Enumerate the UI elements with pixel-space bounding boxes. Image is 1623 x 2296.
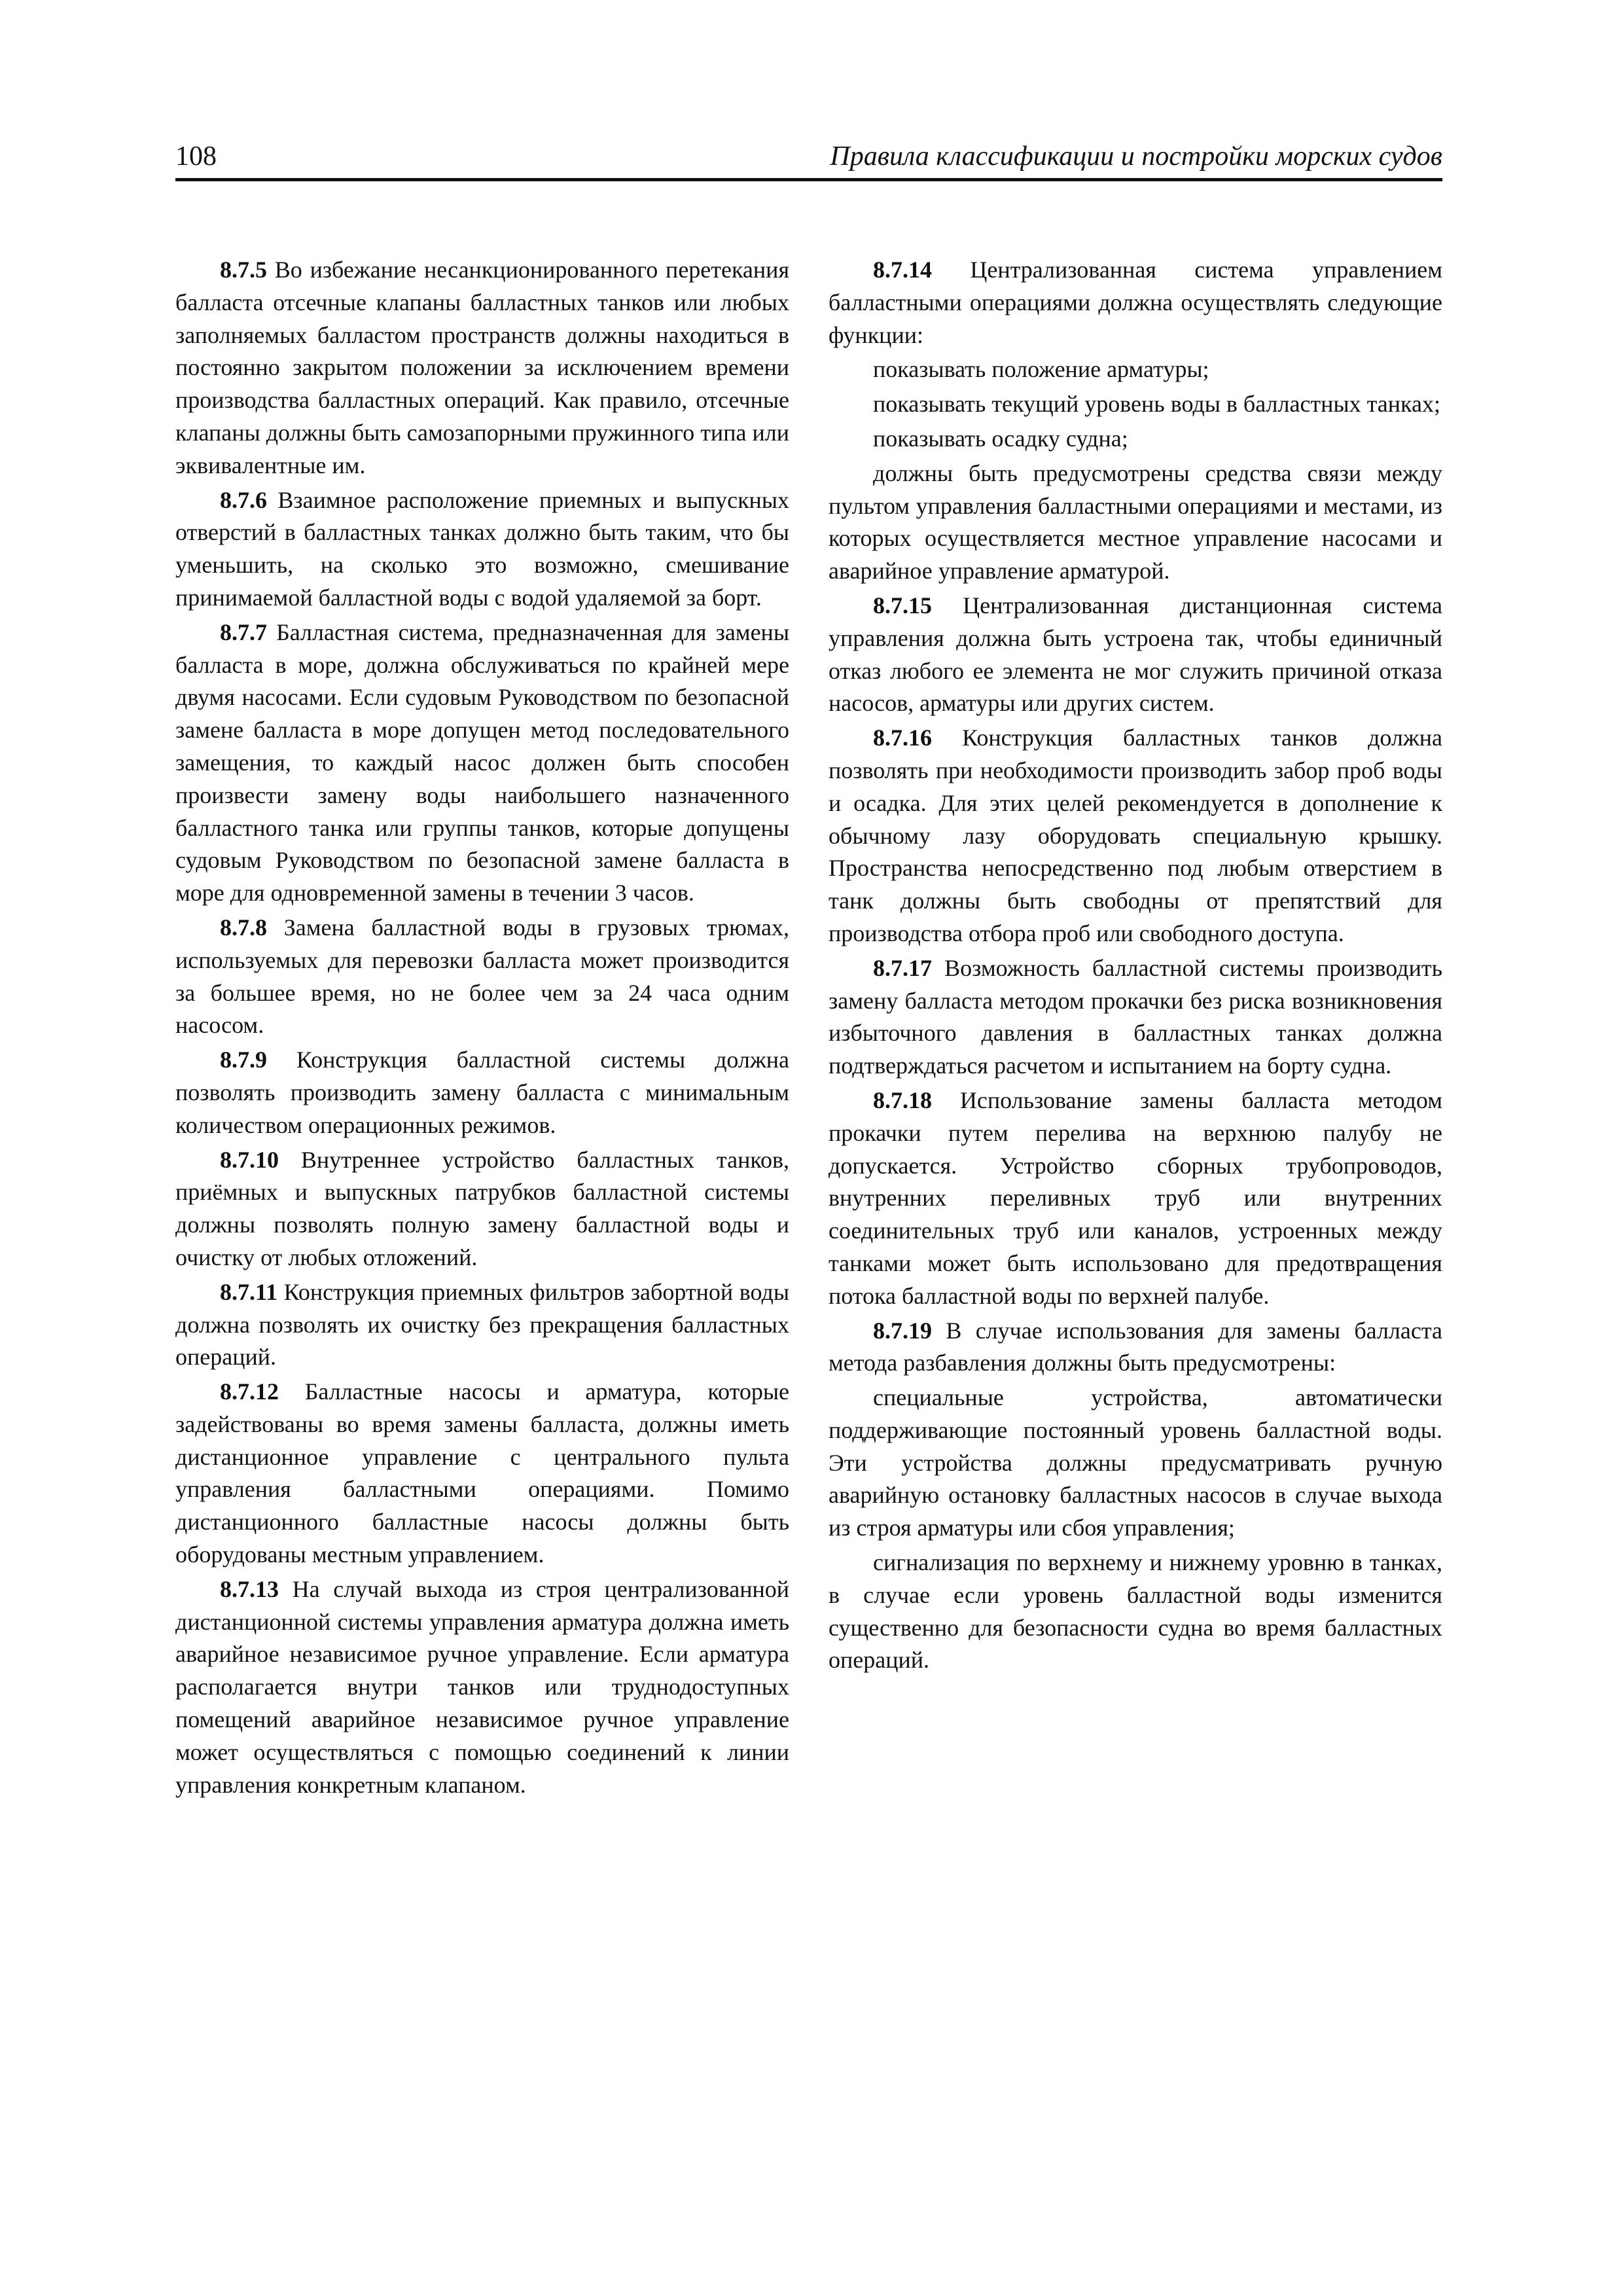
clause-number: 8.7.12 — [220, 1378, 279, 1405]
clause-text: Балластные насосы и арматура, которые задействованы во время замены балласта, должны иметь дистанционное управление с центрального пульта управления балластными операциями. Помимо дистанционного балластные насосы должны быть оборудованы местным управлением. — [175, 1378, 790, 1568]
clause-8-7-14 — [829, 254, 1442, 351]
clause-number: 8.7.6 — [220, 486, 267, 513]
clause-text: Замена балластной воды в грузовых трюмах, используемых для перевозки балласта может производится за большее время, но не более чем за 24 часа одним насосом. — [175, 914, 789, 1039]
clause-text: Конструкция приемных фильтров забортной воды должна позволять их очистку без прекращения балластных операций. — [175, 1278, 789, 1371]
clause-number: 8.7.17 — [873, 954, 932, 981]
clause-number: 8.7.5 — [220, 257, 267, 283]
clause-text: Конструкция балластной системы должна позволять производить замену балласта с минимальным количеством операционных режимов. — [175, 1047, 790, 1138]
clause-number: 8.7.10 — [220, 1146, 279, 1173]
clause-8-7-12 — [175, 1376, 789, 1571]
page-number: 108 — [175, 141, 217, 171]
clause-number: 8.7.11 — [220, 1278, 278, 1305]
clause-8-7-6 — [175, 484, 789, 615]
clause-number: 8.7.14 — [873, 257, 932, 283]
clause-8-7-5 — [175, 254, 789, 482]
clause-8-7-19 — [829, 1315, 1442, 1380]
clause-number: 8.7.13 — [220, 1575, 279, 1602]
clause-number: 8.7.15 — [873, 592, 932, 619]
clause-text: Взаимное расположение приемных и выпускных отверстий в балластных танках должно быть таким, что бы уменьшить, на сколько это возможно, смешивание принимаемой балластной воды с водой удаляемой за борт. — [175, 486, 790, 611]
clause-8-7-16 — [829, 722, 1442, 950]
function-item: показывать текущий уровень воды в балластных танках; — [873, 391, 1440, 418]
clause-text: На случай выхода из строя централизованной дистанционной системы управления арматура должна иметь аварийное независимое ручное управление. Если арматура располагается внутри танков или труднодоступных помещений аварийное независимое ручное управление может осуществляться с помощью соединений к линии управления конкретным клапаном. — [175, 1575, 789, 1798]
device-item: сигнализация по верхнему и нижнему уровню в танках, в случае если уровень балластной воды изменится существенно для безопасности судна во время балластных операций. — [829, 1549, 1442, 1674]
clause-text: Использование замены балласта методом прокачки путем перелива на верхнюю палубу не допускается. Устройство сборных трубопроводов, внутренних переливных труб или внутренних соединительных труб или каналов, устроенных между танками может быть использовано для предотвращения потока балластной воды по верхней палубе. — [829, 1086, 1442, 1309]
function-item: показывать положение арматуры; — [873, 356, 1209, 383]
clause-number: 8.7.19 — [873, 1317, 932, 1344]
clause-8-7-17 — [829, 952, 1442, 1083]
clause-8-7-18 — [829, 1085, 1442, 1313]
clause-number: 8.7.9 — [220, 1047, 267, 1073]
clause-text: В случае использования для замены балласта метода разбавления должны быть предусмотрены: — [829, 1317, 1442, 1376]
clause-8-7-13 — [175, 1573, 789, 1802]
device-item: специальные устройства, автоматически поддерживающие постоянный уровень балластной воды. Эти устройства должны предусматривать ручную аварийную остановку балластных насосов в случае выхода из строя арматуры или сбоя управления; — [829, 1384, 1442, 1541]
running-title: Правила классификации и постройки морских судов — [830, 141, 1442, 171]
function-item: должны быть предусмотрены средства связи между пультом управления балластными операциями и местами, из которых осуществляется местное управление насосами и аварийное управление арматурой. — [829, 459, 1442, 584]
clause-8-7-10 — [175, 1144, 789, 1274]
clause-number: 8.7.18 — [873, 1086, 932, 1113]
clause-number: 8.7.16 — [873, 725, 932, 751]
right-column — [829, 254, 1442, 1679]
clause-text: Централизованная дистанционная система управления должна быть устроена так, чтобы единичный отказ любого ее элемента не мог служить причиной отказа насосов, арматуры или других систем. — [829, 592, 1443, 717]
clause-8-7-11 — [175, 1276, 789, 1374]
clause-8-7-7 — [175, 617, 789, 910]
clause-8-7-15 — [829, 590, 1442, 720]
clause-8-7-9 — [175, 1044, 789, 1141]
clause-8-7-8 — [175, 912, 789, 1042]
page-header — [175, 136, 1442, 181]
clause-text: Балластная система, предназначенная для замены балласта в море, должна обслуживаться по крайней мере двумя насосами. Если судовым Руководством по безопасной замене балласта в море допущен метод последовательного замещения, то каждый насос должен быть способен произвести замену воды наибольшего назначенного балластного танка или группы танков, которые допущены судовым Руководством по безопасной замене балласта в море для одновременной замены в течении 3 часов. — [175, 619, 790, 906]
clause-number: 8.7.8 — [220, 914, 267, 941]
function-item: показывать осадку судна; — [873, 425, 1128, 452]
clause-text: Возможность балластной системы производить замену балласта методом прокачки без риска возникновения избыточного давления в балластных танках должна подтверждаться расчетом и испытанием на борту судна. — [829, 954, 1442, 1079]
left-column — [175, 254, 789, 1803]
clause-text: Внутреннее устройство балластных танков, приёмных и выпускных патрубков балластной системы должны позволять полную замену балластной воды и очистку от любых отложений. — [175, 1146, 789, 1270]
clause-text: Во избежание несанкционированного перетекания балласта отсечные клапаны балластных танков или любых заполняемых балластом пространств должны находиться в постоянно закрытом положении за исключением времени производства балластных операций. Как правило, отсечные клапаны должны быть самозапорными пружинного типа или эквивалентные им. — [175, 257, 789, 478]
clause-number: 8.7.7 — [220, 619, 267, 645]
clause-text: Конструкция балластных танков должна позволять при необходимости производить забор проб воды и осадка. Для этих целей рекомендуется в дополнение к обычному лазу оборудовать специальную крышку. Пространства непосредственно под любым отверстием в танк должны быть свободны от препятствий для производства отбора проб или свободного доступа. — [829, 725, 1442, 946]
clause-text: Централизованная система управлением балластными операциями должна осуществлять следующие функции: — [829, 257, 1442, 348]
